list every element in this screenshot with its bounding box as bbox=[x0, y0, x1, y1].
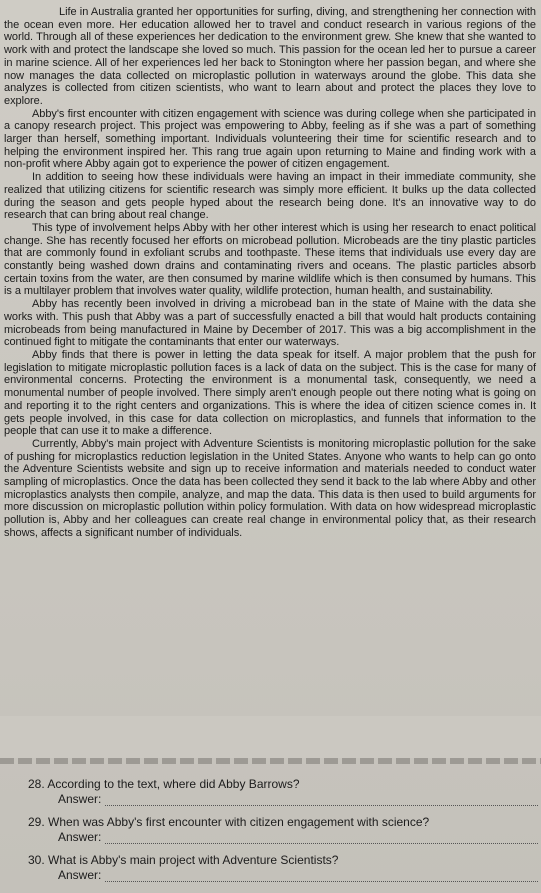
paragraph-1: Life in Australia granted her opportunities for surfing, diving, and strengthening her connection with the ocean even more. Her education allowed her to travel and conduct research in various regions of the world. Through all of these experiences her dedication to the environment grew. She knew that she wanted to work with and protect the landscape she loved so much. This passion for the ocean led her to pursue a career in marine science. All of her experiences led her back to Stonington where her passion began, and where she now manages the data collected on microplastic pollution in waterways around the globe. This data she analyzes is collected from citizen scientists, who want to learn about and protect the places they love to explore. bbox=[4, 6, 536, 107]
question-list bbox=[28, 776, 538, 890]
answer-line[interactable] bbox=[105, 871, 538, 882]
question-number: 30. bbox=[28, 853, 45, 867]
paragraph-5: Abby has recently been involved in driving a microbead ban in the state of Maine with the data she works with. This push that Abby was a part of successfully enacted a bill that would halt products containing microbeads from being manufactured in Maine by December of 2017. This was a big accomplishment in the continued fight to mitigate the contaminants that enter our waterways. bbox=[4, 298, 536, 349]
paragraph-6: Abby finds that there is power in letting the data speak for itself. A major problem that the push for legislation to mitigate microplastic pollution faces is a lack of data on the subject. This is the case for many of environmental concerns. Protecting the environment is a monumental task, consequently, we need a monumental number of people involved. There simply aren't enough people out there noting what is going on and reporting it to the right centers and organizations. This is where the idea of citizen science comes in. It gets people involved, in this case for data collection on microplastics, and funnels that information to the people that can use it to make a difference. bbox=[4, 348, 536, 438]
paragraph-7: Currently, Abby's main project with Adventure Scientists is monitoring microplastic pollution for the sake of pushing for microplastics reduction legislation in the United States. Anyone who wants to help can go onto the Adventure Scientists website and sign up to receive information and materials needed to conduct water sampling of microplastics. Once the data has been collected they send it back to the lab where Abby and other microplastics analysts then compile, analyze, and map the data. This data is then used to build arguments for more discussion on microplastic pollution within policy formulation. With data on how widespread microplastic pollution is, Abby and her colleagues can create real change in environmental policy that, as their research shows, affects a significant number of individuals. bbox=[4, 437, 536, 539]
section-divider bbox=[0, 758, 541, 764]
question-28 bbox=[28, 776, 538, 806]
question-text: What is Abby's main project with Adventure Scientists? bbox=[48, 853, 339, 867]
answer-line[interactable] bbox=[105, 795, 538, 806]
answer-field[interactable] bbox=[58, 792, 538, 806]
question-text: According to the text, where did Abby Barrows? bbox=[47, 777, 300, 791]
paragraph-2: Abby's first encounter with citizen engagement with science was during college when she participated in a canopy research project. This project was empowering to Abby, feeling as if she was a part of something larger than herself, something important. Individuals volunteering their time for scientific research and to helping the environment inspired her. This rang true again upon returning to Maine and finding work with a non-profit where Abby again got to experience the power of citizen engagement. bbox=[4, 107, 536, 171]
answer-label: Answer: bbox=[58, 830, 102, 844]
page-gap bbox=[0, 716, 541, 758]
answer-label: Answer: bbox=[58, 868, 102, 882]
question-29 bbox=[28, 814, 538, 844]
answer-line[interactable] bbox=[105, 833, 538, 844]
question-text: When was Abby's first encounter with citizen engagement with science? bbox=[48, 815, 430, 829]
question-number: 28. bbox=[28, 777, 45, 791]
answer-field[interactable] bbox=[58, 868, 538, 882]
answer-label: Answer: bbox=[58, 792, 102, 806]
question-number: 29. bbox=[28, 815, 45, 829]
paragraph-3: In addition to seeing how these individuals were having an impact in their immediate community, she realized that utilizing citizens for scientific research was simply more efficient. It bulks up the data collected during the season and gets people hyped about the research being done. It's an innovative way to do research that can bring about real change. bbox=[4, 171, 536, 222]
question-30 bbox=[28, 852, 538, 882]
paragraph-4: This type of involvement helps Abby with her other interest which is using her research to enact political change. She has recently focused her efforts on microbead pollution. Microbeads are the tiny plastic particles that are commonly found in exfoliant scrubs and toothpaste. These items that individuals use every day are constantly being washed down drains and contaminating rivers and oceans. The plastic particles absorb certain toxins from the water, are then consumed by marine wildlife which is then consumed by humans. This is a multilayer problem that involves water quality, wildlife protection, human health, and sustainability. bbox=[4, 221, 536, 298]
reading-passage bbox=[4, 6, 536, 540]
answer-field[interactable] bbox=[58, 830, 538, 844]
